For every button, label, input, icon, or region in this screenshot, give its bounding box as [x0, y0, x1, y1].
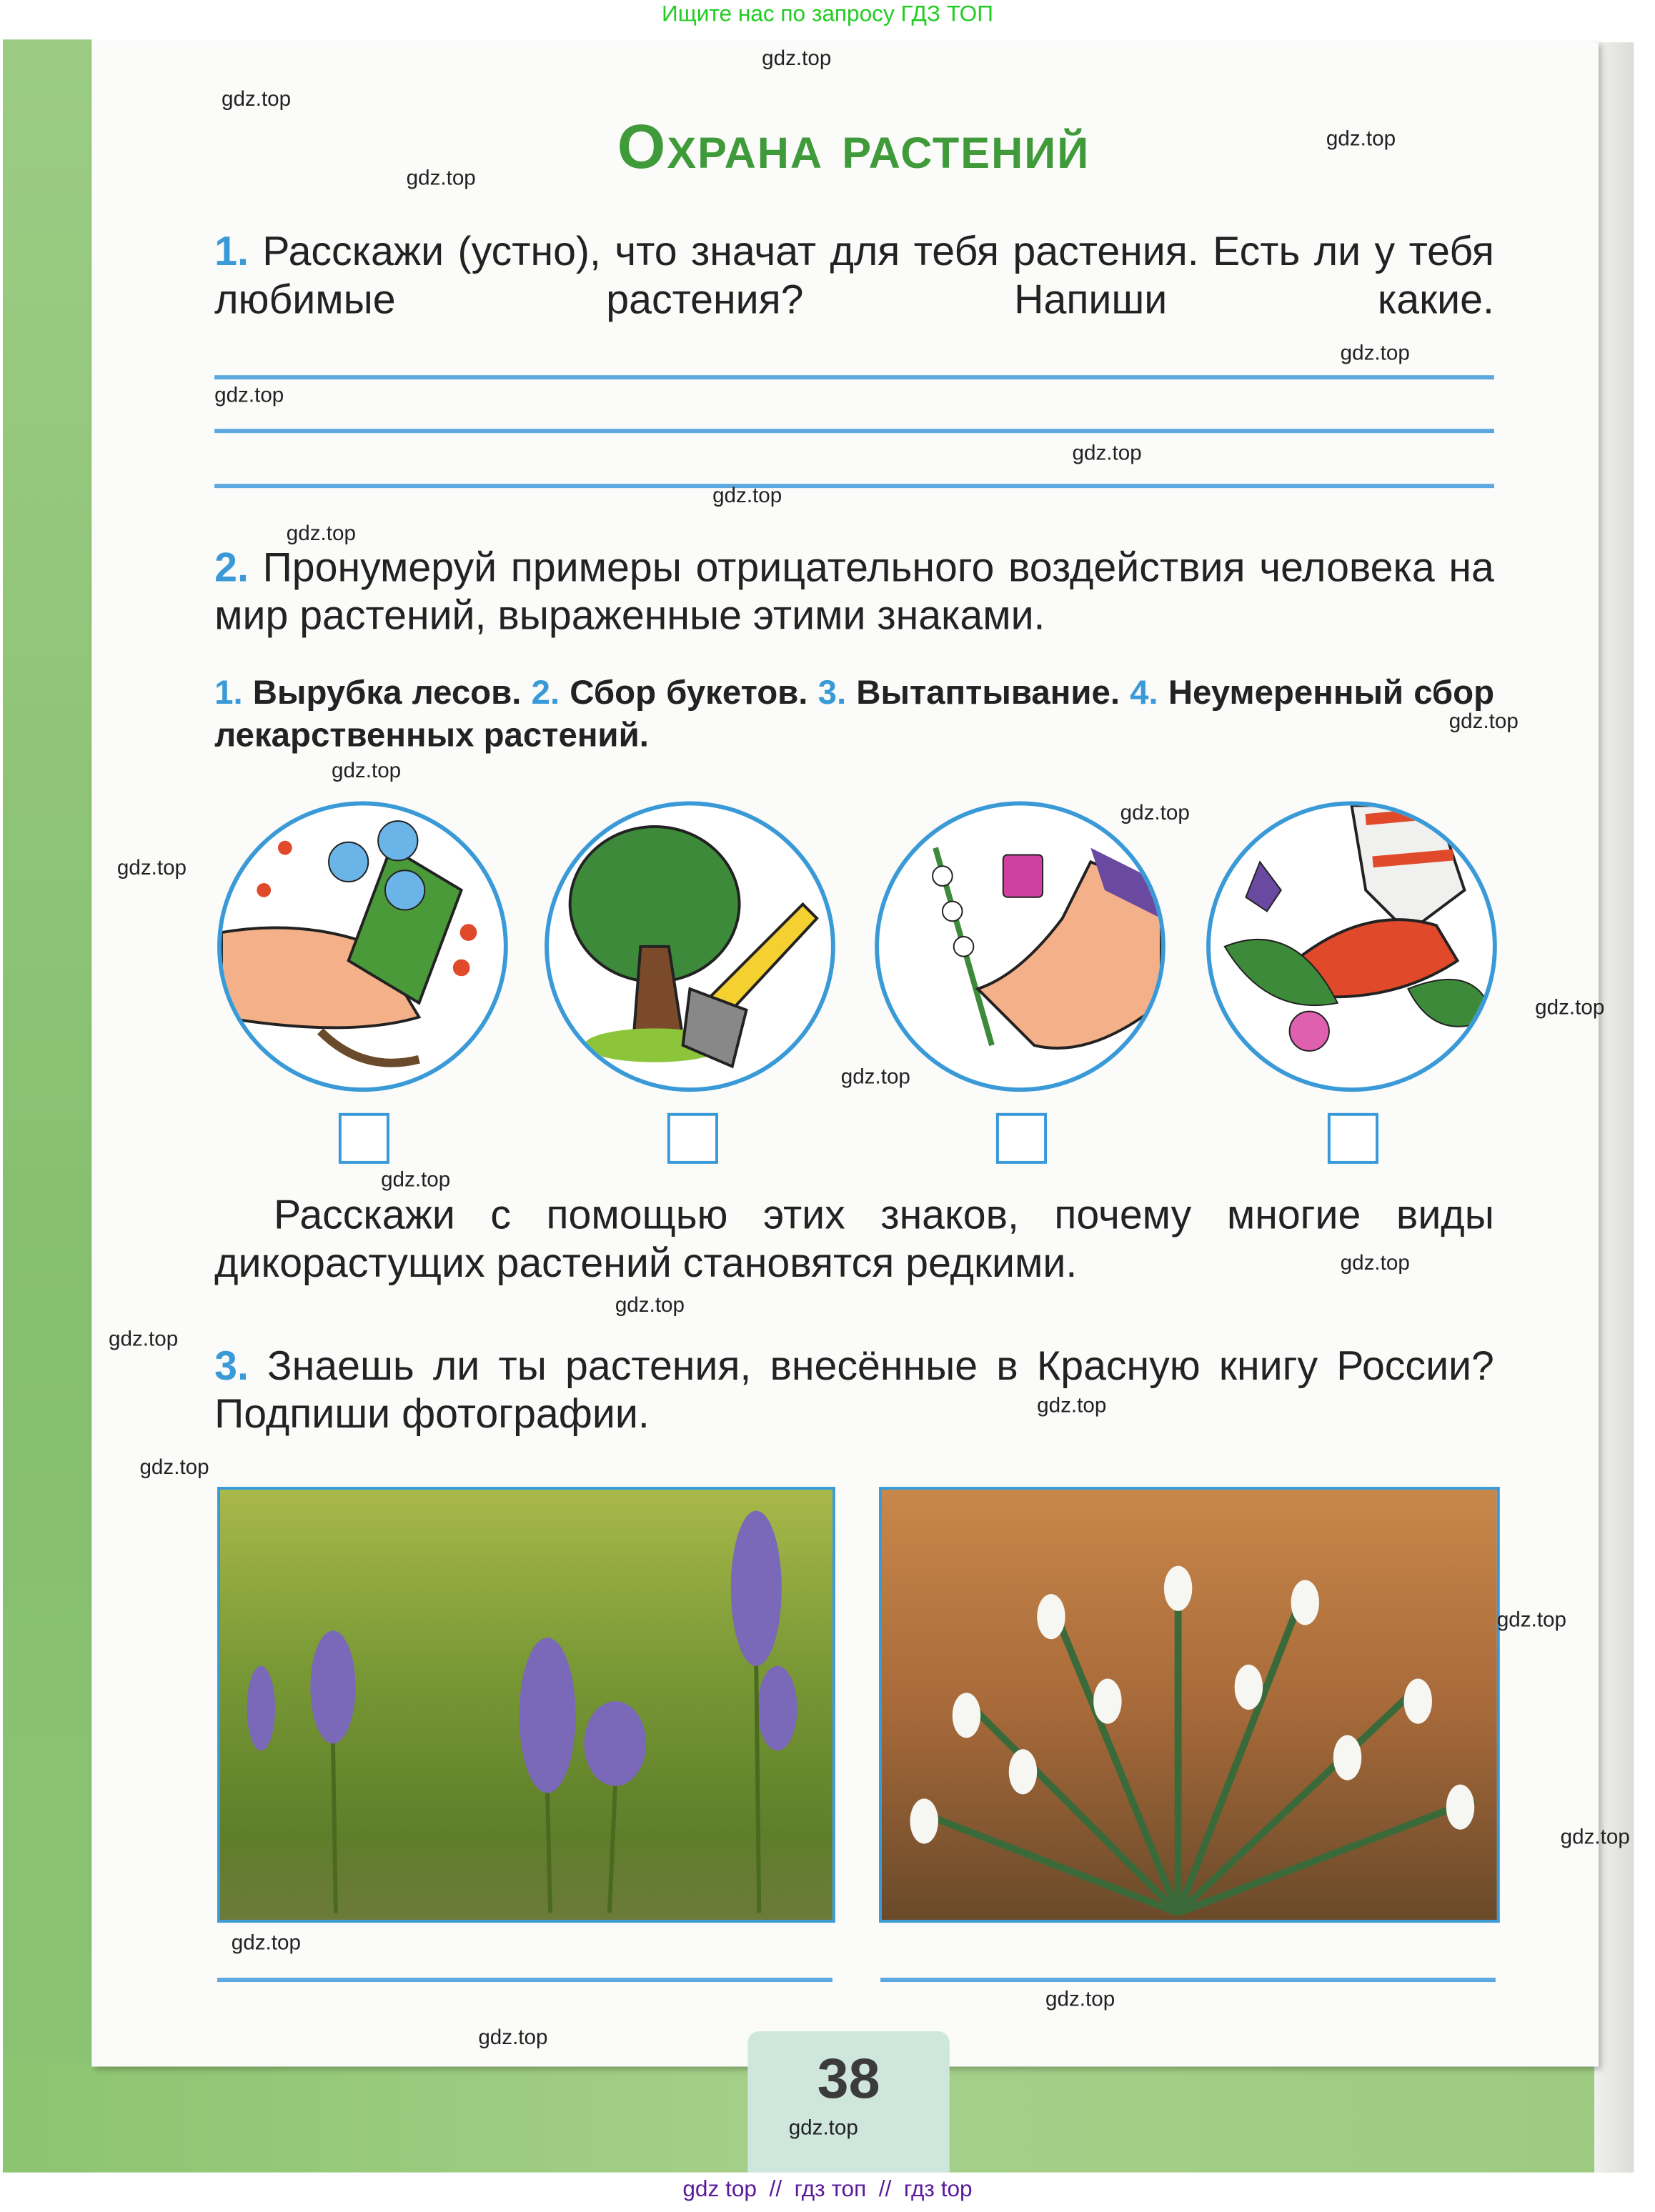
task-text: Знаешь ли ты растения, внесённые в Красную книгу России? Подпиши фотографии.: [214, 1344, 1494, 1438]
legend-label: Вытаптывание.: [856, 674, 1120, 713]
watermark: gdz.top: [286, 522, 356, 547]
watermark: gdz.top: [1120, 801, 1190, 826]
page-title: Охрана растений: [617, 112, 1090, 182]
shoe-flower-icon: [1211, 805, 1493, 1087]
watermark: gdz.top: [139, 1455, 209, 1480]
watermark: gdz.top: [615, 1293, 685, 1318]
watermark: gdz.top: [1340, 1251, 1410, 1275]
watermark: gdz.top: [762, 46, 832, 71]
lily-hand-icon: [879, 805, 1161, 1087]
sign-number-box-4[interactable]: [1328, 1113, 1378, 1164]
watermark: gdz.top: [1448, 709, 1519, 734]
task-3: [214, 1343, 1494, 1439]
legend-number: 1.: [214, 674, 243, 713]
legend-label: Сбор букетов.: [570, 674, 808, 713]
task-1: [214, 229, 1494, 324]
book-spine-edge: [1594, 42, 1634, 2172]
answer-line[interactable]: [214, 375, 1494, 379]
answer-line[interactable]: [214, 484, 1494, 488]
task-number: 3.: [214, 1344, 249, 1390]
footer-links[interactable]: gdz top // гдз топ // гдз top: [682, 2178, 973, 2203]
watermark: gdz.top: [1326, 126, 1396, 151]
bouquet-hand-icon: [222, 805, 504, 1087]
answer-line[interactable]: [214, 429, 1494, 433]
trampling-sign: [1206, 801, 1497, 1092]
watermark: gdz.top: [1037, 1393, 1107, 1418]
watermark: gdz.top: [1560, 1825, 1630, 1850]
snowdrop-flowers-image: [882, 1490, 1497, 1920]
signs-legend: [214, 673, 1494, 757]
bouquet-picking-sign: [217, 801, 508, 1092]
watermark: gdz.top: [788, 2116, 858, 2141]
tree-felling-sign: [545, 801, 835, 1092]
task-text: Пронумеруй примеры отрицательного воздействия человека на мир растений, выраженные этими знаками.: [214, 546, 1494, 639]
legend-label: Вырубка лесов.: [252, 674, 522, 713]
legend-number: 3.: [817, 674, 847, 713]
watermark: gdz.top: [1496, 1608, 1567, 1633]
task-number: 1.: [214, 229, 249, 276]
legend-number: 4.: [1130, 674, 1158, 713]
watermark: gdz.top: [109, 1327, 179, 1352]
page-number: 38: [817, 2048, 880, 2111]
task-number: 2.: [214, 546, 249, 592]
tree-axe-icon: [549, 805, 831, 1087]
medicinal-plants-picking-sign: [875, 801, 1166, 1092]
watermark: gdz.top: [231, 1930, 301, 1956]
watermark: gdz.top: [1340, 341, 1410, 366]
watermark: gdz.top: [1045, 1987, 1115, 2012]
page-margin-decoration: [3, 39, 91, 2172]
watermark: gdz.top: [221, 87, 292, 111]
watermark: gdz.top: [116, 856, 187, 881]
watermark: gdz.top: [214, 384, 284, 408]
snowdrop-photo: [879, 1487, 1500, 1923]
task-text: Расскажи (устно), что значат для тебя растения. Есть ли у тебя любимые растения? Напиши какие.: [214, 229, 1494, 324]
task-2: [214, 544, 1494, 640]
sign-number-box-3[interactable]: [996, 1113, 1047, 1164]
search-banner: Ищите нас по запросу ГДЗ ТОП: [662, 2, 993, 27]
watermark: gdz.top: [331, 759, 402, 783]
photo-caption-line[interactable]: [880, 1978, 1496, 1982]
discussion-paragraph: Расскажи с помощью этих знаков, почему многие виды дикорастущих растений становятся редкими.: [214, 1193, 1494, 1287]
watermark: gdz.top: [406, 166, 476, 191]
sign-number-box-2[interactable]: [667, 1113, 718, 1164]
legend-number: 2.: [531, 674, 560, 713]
watermark: gdz.top: [381, 1167, 451, 1192]
watermark: gdz.top: [840, 1065, 910, 1090]
watermark: gdz.top: [478, 2026, 548, 2050]
orchid-flowers-image: [220, 1490, 833, 1920]
photo-caption-line[interactable]: [217, 1978, 833, 1982]
legend-label: Неумеренный сбор лекарственных растений.: [214, 674, 1495, 755]
watermark: gdz.top: [1072, 441, 1142, 466]
watermark: gdz.top: [712, 484, 782, 508]
watermark: gdz.top: [1535, 995, 1605, 1020]
orchid-photo: [217, 1487, 835, 1923]
sign-number-box-1[interactable]: [339, 1113, 389, 1164]
